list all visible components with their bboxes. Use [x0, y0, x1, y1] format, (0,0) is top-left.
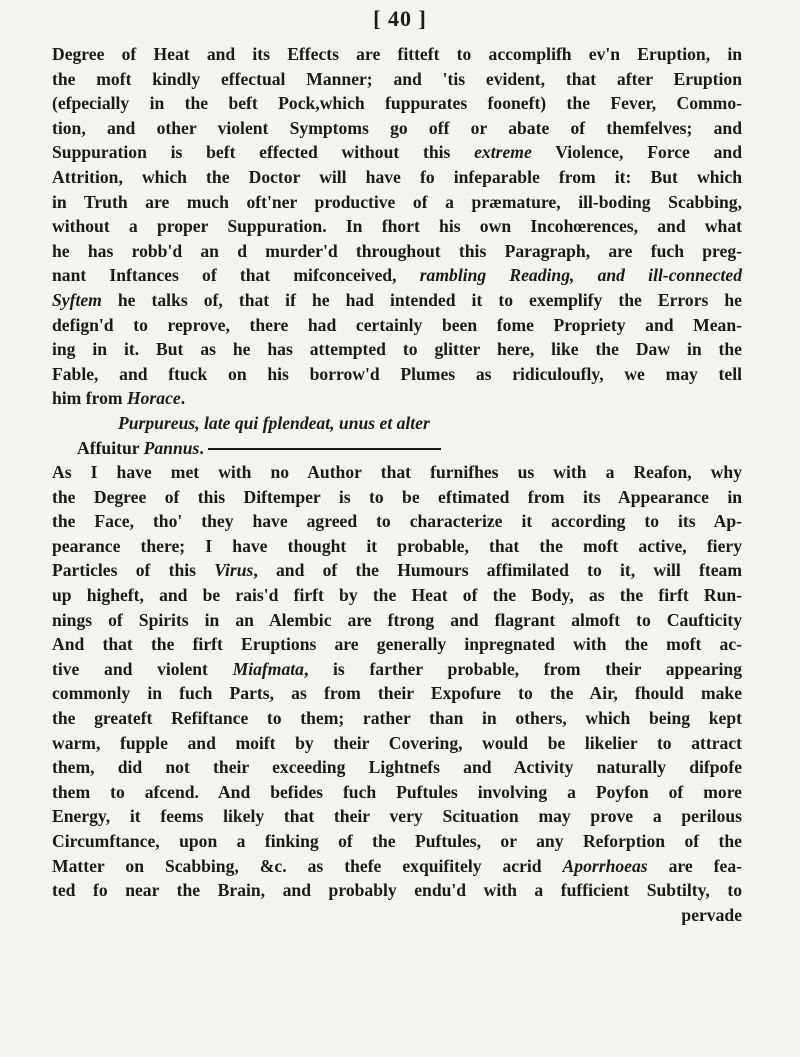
text-line: tion, and other violent Symptoms go off or abate of themfelves; and: [52, 117, 742, 138]
quote-rule: [208, 448, 441, 450]
text-line: As I have met with no Author that furnifhes us with a Reafon, why: [52, 462, 742, 483]
body-text: [52, 42, 742, 927]
text-line: ing in it. But as he has attempted to glitter here, like the Daw in the: [52, 339, 742, 360]
text-line: Circumftance, upon a finking of the Puftules, or any Reforption of the: [52, 831, 742, 851]
text-line: (efpecially in the beft Pock,which fuppurates fooneft) the Fever, Commo-: [52, 93, 742, 114]
text-line: the moft kindly effectual Manner; and 'tis evident, that after Eruption: [52, 68, 742, 89]
text-line: Energy, it feems likely that their very Scituation may prove a perilous: [52, 806, 742, 827]
text-line: defign'd to reprove, there had certainly been fome Propriety and Mean-: [52, 314, 742, 335]
text-line: Degree of Heat and its Effects are fitteft to accomplifh ev'n Eruption, in: [52, 44, 742, 64]
text-line: And that the firft Eruptions are generally inpregnated with the moft ac-: [52, 634, 742, 655]
text-line: Particles of this Virus, and of the Humours affimilated to it, will fteam: [52, 560, 742, 581]
text-line: Fable, and ftuck on his borrow'd Plumes as ridiculoufly, we may tell: [52, 363, 742, 384]
catchword: pervade: [681, 904, 742, 925]
text-line: in Truth are much oft'ner productive of a præmature, ill-boding Scabbing,: [52, 191, 742, 212]
text-line: without a proper Suppuration. In fhort his own Incohœrences, and what: [52, 216, 742, 237]
text-line: commonly in fuch Parts, as from their Expofure to the Air, fhould make: [52, 683, 742, 704]
text-line: them to afcend. And befides fuch Puftules involving a Poyfon of more: [52, 781, 742, 802]
text-line: up higheft, and be rais'd firft by the Heat of the Body, as the firft Run-: [52, 585, 742, 606]
text-line: the Face, tho' they have agreed to characterize it according to its Ap-: [52, 511, 742, 532]
text-line: pearance there; I have thought it probable, that the moft active, fiery: [52, 535, 742, 556]
text-line: he has robb'd an d murder'd throughout this Paragraph, are fuch preg-: [52, 240, 742, 261]
text-line: nings of Spirits in an Alembic are ftrong and flagrant almoft to Caufticity: [52, 609, 742, 630]
text-line: the greateft Refiftance to them; rather than in others, which being kept: [52, 708, 742, 729]
text-line: Suppuration is beft effected without this extreme Violence, Force and: [52, 142, 742, 163]
text-line: Matter on Scabbing, &c. as thefe exquifitely acrid Aporrhoeas are fea-: [52, 855, 742, 876]
text-line: Attrition, which the Doctor will have fo infeparable from it: But which: [52, 166, 742, 187]
latin-quote-line: Purpureus, late qui fplendeat, unus et alter: [118, 412, 430, 433]
text-line: the Degree of this Diftemper is to be eftimated from its Appearance in: [52, 486, 742, 507]
page-number: [ 40 ]: [373, 6, 427, 31]
text-line: him from Horace.: [52, 388, 186, 409]
text-line: tive and violent Miafmata, is farther probable, from their appearing: [52, 658, 742, 679]
latin-quote-line: Affuitur Pannus.: [52, 436, 742, 461]
text-line: them, did not their exceeding Lightnefs and Activity naturally difpofe: [52, 757, 742, 778]
text-line: ted fo near the Brain, and probably endu'd with a fufficient Subtilty, to: [52, 880, 742, 901]
text-line: warm, fupple and moift by their Covering, would be likelier to attract: [52, 732, 742, 753]
text-line: Syftem he talks of, that if he had intended it to exemplify the Errors he: [52, 289, 742, 310]
text-line: nant Inftances of that mifconceived, rambling Reading, and ill-connected: [52, 265, 742, 286]
